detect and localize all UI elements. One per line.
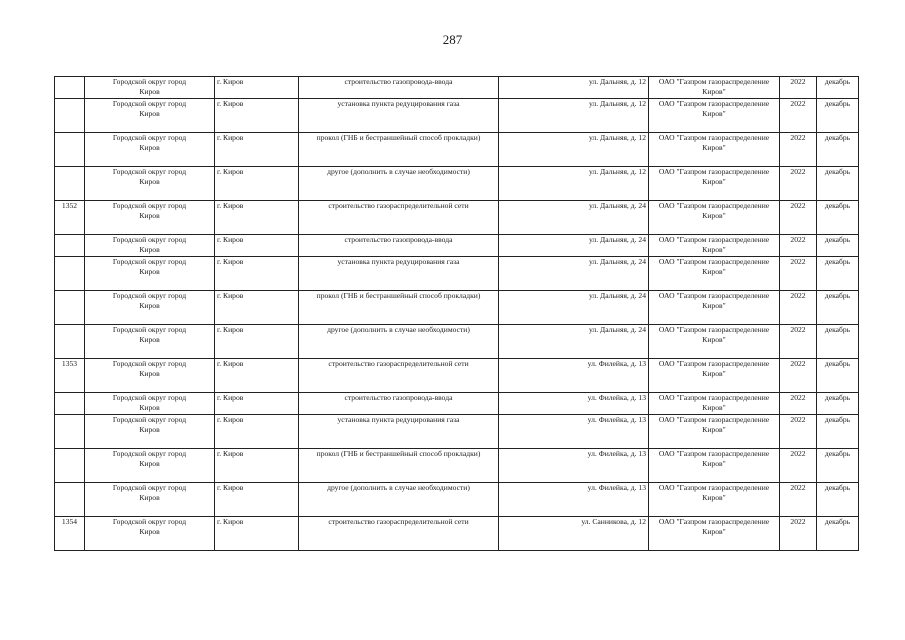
settlement-cell: г. Киров [215, 77, 299, 99]
row-number-cell [55, 99, 85, 133]
month-cell: декабрь [817, 77, 859, 99]
address-cell: ул. Филейка, д. 13 [499, 483, 649, 517]
table-row [55, 77, 859, 99]
settlement-cell: г. Киров [215, 517, 299, 551]
row-number-cell [55, 483, 85, 517]
row-number-cell [55, 257, 85, 291]
settlement-cell: г. Киров [215, 483, 299, 517]
address-cell: ул. Дальняя, д. 24 [499, 235, 649, 257]
settlement-cell: г. Киров [215, 99, 299, 133]
work-type-cell: другое (дополнить в случае необходимости) [299, 325, 499, 359]
table-row [55, 133, 859, 167]
settlement-cell: г. Киров [215, 167, 299, 201]
row-number-cell [55, 133, 85, 167]
organization-cell: ОАО "Газпром газораспределение Киров" [649, 483, 780, 517]
month-cell: декабрь [817, 235, 859, 257]
table-row [55, 291, 859, 325]
year-cell: 2022 [780, 359, 817, 393]
row-number-cell [55, 291, 85, 325]
table-row [55, 359, 859, 393]
work-type-cell: установка пункта редуцирования газа [299, 257, 499, 291]
year-cell: 2022 [780, 449, 817, 483]
table-row [55, 325, 859, 359]
row-number-cell [55, 167, 85, 201]
organization-cell: ОАО "Газпром газораспределение Киров" [649, 167, 780, 201]
address-cell: ул. Филейка, д. 13 [499, 415, 649, 449]
organization-cell: ОАО "Газпром газораспределение Киров" [649, 291, 780, 325]
address-cell: ул. Филейка, д. 13 [499, 449, 649, 483]
organization-cell: ОАО "Газпром газораспределение Киров" [649, 77, 780, 99]
municipality-cell: Городской округ город Киров [85, 167, 215, 201]
work-type-cell: прокол (ГНБ и бестраншейный способ прокладки) [299, 291, 499, 325]
work-type-cell: строительство газораспределительной сети [299, 517, 499, 551]
address-cell: ул. Филейка, д. 13 [499, 393, 649, 415]
work-type-cell: прокол (ГНБ и бестраншейный способ прокладки) [299, 449, 499, 483]
address-cell: ул. Дальняя, д. 24 [499, 201, 649, 235]
municipality-cell: Городской округ город Киров [85, 325, 215, 359]
month-cell: декабрь [817, 257, 859, 291]
year-cell: 2022 [780, 257, 817, 291]
address-cell: ул. Санникова, д. 12 [499, 517, 649, 551]
address-cell: ул. Дальняя, д. 24 [499, 325, 649, 359]
month-cell: декабрь [817, 291, 859, 325]
row-number-cell: 1353 [55, 359, 85, 393]
work-type-cell: строительство газораспределительной сети [299, 359, 499, 393]
municipality-cell: Городской округ город Киров [85, 359, 215, 393]
row-number-cell [55, 77, 85, 99]
work-type-cell: установка пункта редуцирования газа [299, 415, 499, 449]
table-body [55, 77, 859, 551]
municipality-cell: Городской округ город Киров [85, 201, 215, 235]
year-cell: 2022 [780, 291, 817, 325]
month-cell: декабрь [817, 325, 859, 359]
address-cell: ул. Дальняя, д. 12 [499, 167, 649, 201]
month-cell: декабрь [817, 415, 859, 449]
table-row [55, 393, 859, 415]
year-cell: 2022 [780, 235, 817, 257]
table-row [55, 415, 859, 449]
month-cell: декабрь [817, 359, 859, 393]
row-number-cell [55, 449, 85, 483]
month-cell: декабрь [817, 133, 859, 167]
year-cell: 2022 [780, 201, 817, 235]
settlement-cell: г. Киров [215, 359, 299, 393]
address-cell: ул. Дальняя, д. 24 [499, 291, 649, 325]
month-cell: декабрь [817, 517, 859, 551]
municipality-cell: Городской округ город Киров [85, 483, 215, 517]
row-number-cell [55, 415, 85, 449]
organization-cell: ОАО "Газпром газораспределение Киров" [649, 359, 780, 393]
work-type-cell: строительство газопровода-ввода [299, 393, 499, 415]
settlement-cell: г. Киров [215, 415, 299, 449]
row-number-cell [55, 393, 85, 415]
registry-table [54, 76, 859, 551]
year-cell: 2022 [780, 325, 817, 359]
year-cell: 2022 [780, 133, 817, 167]
settlement-cell: г. Киров [215, 201, 299, 235]
month-cell: декабрь [817, 449, 859, 483]
municipality-cell: Городской округ город Киров [85, 393, 215, 415]
settlement-cell: г. Киров [215, 291, 299, 325]
municipality-cell: Городской округ город Киров [85, 99, 215, 133]
work-type-cell: строительство газопровода-ввода [299, 77, 499, 99]
table-row [55, 167, 859, 201]
work-type-cell: строительство газопровода-ввода [299, 235, 499, 257]
municipality-cell: Городской округ город Киров [85, 517, 215, 551]
organization-cell: ОАО "Газпром газораспределение Киров" [649, 415, 780, 449]
row-number-cell: 1354 [55, 517, 85, 551]
work-type-cell: строительство газораспределительной сети [299, 201, 499, 235]
address-cell: ул. Филейка, д. 13 [499, 359, 649, 393]
year-cell: 2022 [780, 415, 817, 449]
table-row [55, 517, 859, 551]
work-type-cell: другое (дополнить в случае необходимости) [299, 483, 499, 517]
year-cell: 2022 [780, 393, 817, 415]
municipality-cell: Городской округ город Киров [85, 133, 215, 167]
organization-cell: ОАО "Газпром газораспределение Киров" [649, 201, 780, 235]
municipality-cell: Городской округ город Киров [85, 235, 215, 257]
work-type-cell: прокол (ГНБ и бестраншейный способ прокладки) [299, 133, 499, 167]
organization-cell: ОАО "Газпром газораспределение Киров" [649, 325, 780, 359]
work-type-cell: другое (дополнить в случае необходимости) [299, 167, 499, 201]
year-cell: 2022 [780, 167, 817, 201]
address-cell: ул. Дальняя, д. 12 [499, 99, 649, 133]
table-row [55, 99, 859, 133]
settlement-cell: г. Киров [215, 325, 299, 359]
municipality-cell: Городской округ город Киров [85, 291, 215, 325]
table-row [55, 449, 859, 483]
address-cell: ул. Дальняя, д. 24 [499, 257, 649, 291]
row-number-cell: 1352 [55, 201, 85, 235]
page-number: 287 [442, 32, 463, 47]
organization-cell: ОАО "Газпром газораспределение Киров" [649, 517, 780, 551]
municipality-cell: Городской округ город Киров [85, 415, 215, 449]
address-cell: ул. Дальняя, д. 12 [499, 133, 649, 167]
year-cell: 2022 [780, 77, 817, 99]
row-number-cell [55, 325, 85, 359]
row-number-cell [55, 235, 85, 257]
month-cell: декабрь [817, 483, 859, 517]
month-cell: декабрь [817, 393, 859, 415]
settlement-cell: г. Киров [215, 393, 299, 415]
settlement-cell: г. Киров [215, 235, 299, 257]
month-cell: декабрь [817, 99, 859, 133]
municipality-cell: Городской округ город Киров [85, 449, 215, 483]
organization-cell: ОАО "Газпром газораспределение Киров" [649, 393, 780, 415]
settlement-cell: г. Киров [215, 257, 299, 291]
municipality-cell: Городской округ город Киров [85, 257, 215, 291]
year-cell: 2022 [780, 99, 817, 133]
address-cell: ул. Дальняя, д. 12 [499, 77, 649, 99]
organization-cell: ОАО "Газпром газораспределение Киров" [649, 257, 780, 291]
month-cell: декабрь [817, 167, 859, 201]
organization-cell: ОАО "Газпром газораспределение Киров" [649, 449, 780, 483]
year-cell: 2022 [780, 517, 817, 551]
organization-cell: ОАО "Газпром газораспределение Киров" [649, 133, 780, 167]
table-row [55, 235, 859, 257]
table-row [55, 257, 859, 291]
settlement-cell: г. Киров [215, 133, 299, 167]
municipality-cell: Городской округ город Киров [85, 77, 215, 99]
table-row [55, 483, 859, 517]
month-cell: декабрь [817, 201, 859, 235]
organization-cell: ОАО "Газпром газораспределение Киров" [649, 235, 780, 257]
table-row [55, 201, 859, 235]
settlement-cell: г. Киров [215, 449, 299, 483]
organization-cell: ОАО "Газпром газораспределение Киров" [649, 99, 780, 133]
work-type-cell: установка пункта редуцирования газа [299, 99, 499, 133]
year-cell: 2022 [780, 483, 817, 517]
